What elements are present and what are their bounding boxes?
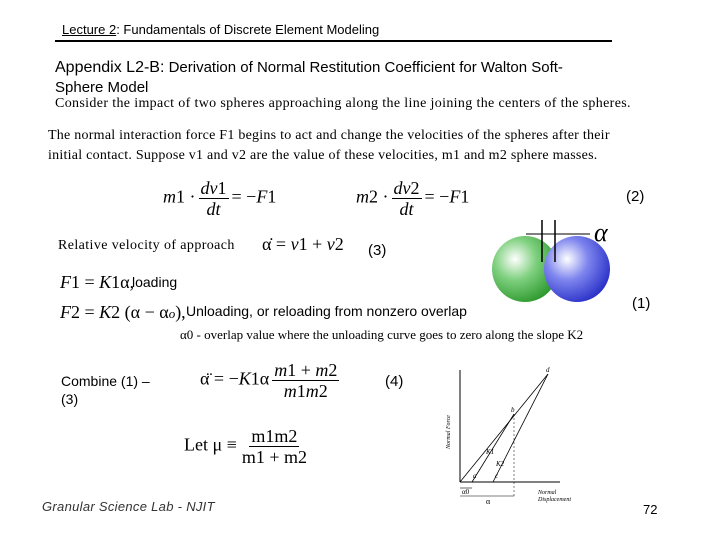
- eq1-label: (1): [632, 295, 651, 312]
- graph-x-axis-label-1: Normal: [538, 490, 557, 496]
- header-divider: [55, 40, 612, 42]
- unloading-label: Unloading, or reloading from nonzero overlap: [186, 303, 467, 319]
- force-displacement-graph: [440, 362, 585, 517]
- equation-mu: Let μ ≡ $\frac{m1m2}{m1 + m2}$: [184, 426, 307, 467]
- equation-unloading: F2 = K2 (α − αo),: [60, 302, 186, 322]
- sphere-alpha-label: α: [594, 218, 608, 247]
- equation-relative-velocity: α̇ = v1 + v2: [262, 234, 344, 254]
- graph-alpha0: α0: [462, 488, 470, 496]
- appendix-label: Appendix L2-B:: [55, 59, 165, 76]
- appendix-title: [55, 58, 563, 98]
- let-label: Let: [184, 434, 208, 455]
- graph-point-a: a: [473, 472, 477, 480]
- alpha0-note: α0 - overlap value where the unloading curve goes to zero along the slope K2: [180, 327, 584, 342]
- combine-line1: Combine (1) –: [61, 373, 150, 389]
- paragraph-line1: The normal interaction force F1 begins to act and change the velocities of the spheres after their: [48, 128, 610, 143]
- equation-m2: m2 · $\frac{dv2}{dt}$ = −F1: [356, 178, 470, 219]
- spheres-figure: [490, 212, 625, 307]
- equation-m1: m1 · $\frac{dv1}{dt}$ = −F1: [163, 178, 277, 219]
- lecture-header: [62, 22, 379, 37]
- paragraph-line2: initial contact. Suppose v1 and v2 are the value of these velocities, m1 and m2 sphere masses.: [48, 148, 598, 163]
- graph-point-d: d: [546, 366, 550, 374]
- footer-lab: Granular Science Lab - NJIT: [42, 499, 215, 514]
- eq2-label: (2): [626, 188, 645, 205]
- paragraph-text: [48, 126, 610, 166]
- equation-combined: α̈ = −K1α $\frac{m1 + m2}{m1m2}$: [200, 360, 338, 401]
- graph-k2: K2: [496, 460, 505, 468]
- graph-y-axis-label: Normal Force: [446, 415, 452, 449]
- graph-point-c: c: [495, 472, 499, 480]
- eq4-label: (4): [385, 373, 404, 390]
- appendix-title-line1: Derivation of Normal Restitution Coefficient for Walton Soft-: [164, 59, 563, 76]
- equation-loading: F1 = K1α,: [60, 272, 135, 292]
- eq3-label: (3): [368, 242, 387, 259]
- graph-alpha: α: [486, 497, 491, 506]
- appendix-title-line2: Sphere Model: [55, 79, 149, 96]
- lecture-label: Lecture 2: [62, 22, 117, 37]
- graph-point-b: b: [511, 406, 515, 414]
- loading-label: loading: [132, 274, 178, 290]
- intro-text: Consider the impact of two spheres approaching along the line joining the centers of the spheres.: [55, 96, 631, 111]
- combine-line2: (3): [61, 391, 79, 407]
- graph-k1: K1: [486, 448, 495, 456]
- page-number: 72: [643, 502, 658, 517]
- lecture-title: : Fundamentals of Discrete Element Modeling: [116, 22, 380, 37]
- graph-x-axis-label-2: Displacement: [538, 497, 571, 503]
- combine-label: [61, 372, 150, 408]
- relative-velocity-label: Relative velocity of approach: [58, 238, 235, 253]
